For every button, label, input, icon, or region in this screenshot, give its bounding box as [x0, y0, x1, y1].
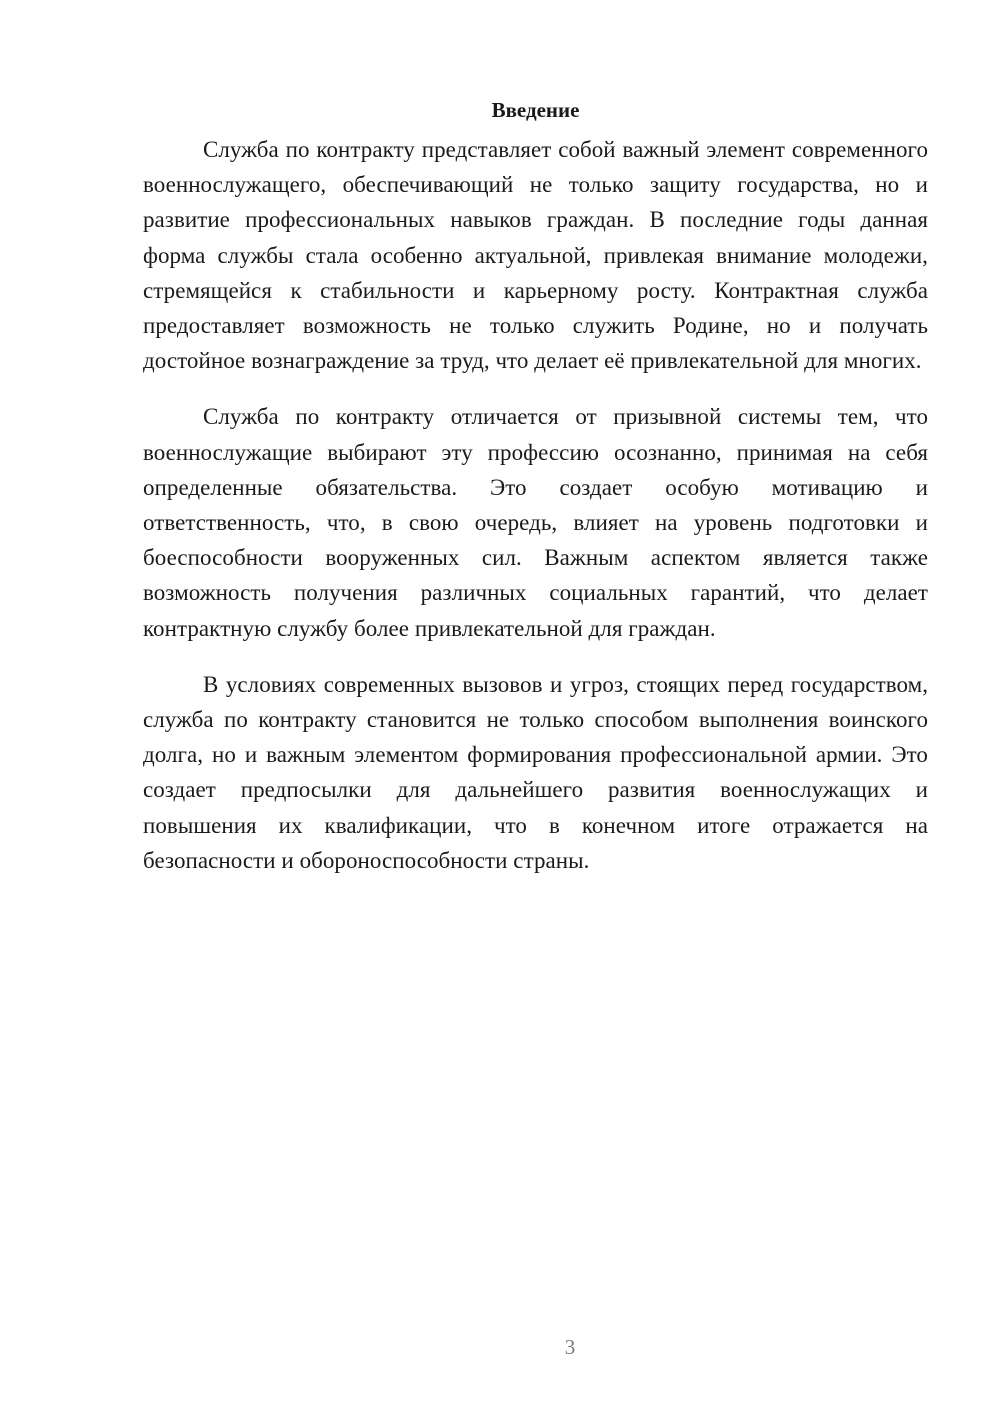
- page-content: [143, 90, 928, 899]
- paragraph-3: В условиях современных вызовов и угроз, стоящих перед государством, служба по контракту становится не только способом выполнения воинского долга, но и важным элементом формирования профессиональной армии. Это создает предпосылки для дальнейшего развития военнослужащих и повышения их квалификации, что в конечном итоге отражается на безопасности и обороноспособности страны.: [143, 671, 928, 873]
- paragraph-1: Служба по контракту представляет собой важный элемент современного военнослужащего, обеспечивающий не только защиту государства, но и развитие профессиональных навыков граждан. В последние годы данная форма службы стала особенно актуальной, привлекая внимание молодежи, стремящейся к стабильности и карьерному росту. Контрактная служба предоставляет возможность не только служить Родине, но и получать достойное вознаграждение за труд, что делает её привлекательной для многих.: [143, 137, 928, 374]
- page-number: 3: [564, 1335, 576, 1359]
- section-heading: Введение: [491, 98, 580, 122]
- paragraph-2: Служба по контракту отличается от призывной системы тем, что военнослужащие выбирают эту профессию осознанно, принимая на себя определенные обязательства. Это создает особую мотивацию и ответственность, что, в свою очередь, влияет на уровень подготовки и боеспособности вооруженных сил. Важным аспектом является также возможность получения различных социальных гарантий, что делает контрактную службу более привлекательной для граждан.: [143, 404, 928, 641]
